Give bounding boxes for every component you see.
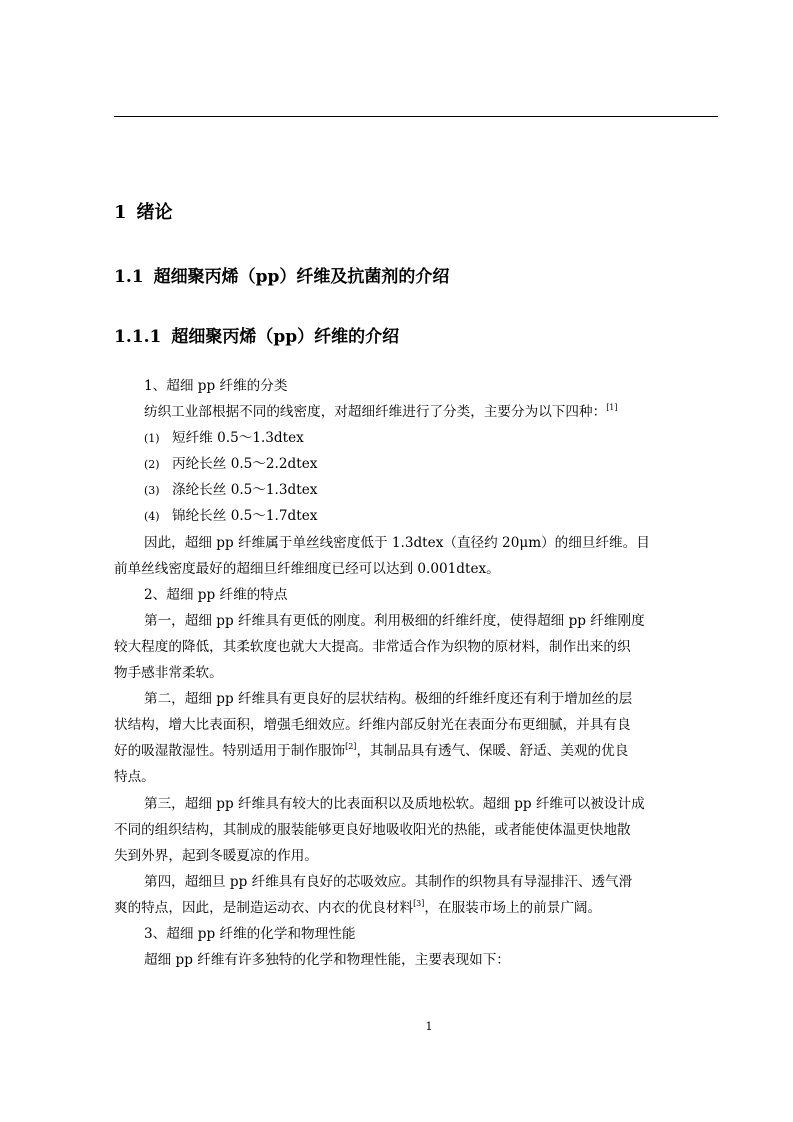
classification-intro-text: 纺织工业部根据不同的线密度，对超细纤维进行了分类，主要分为以下四种： [144,404,607,421]
classification-intro [114,399,718,425]
subsection-title: 超细聚丙烯（pp）纤维的介绍 [171,327,400,347]
paragraph-line: 第四，超细旦 pp 纤维具有良好的芯吸效应。其制作的织物具有导湿排汗、透气滑 [144,873,633,890]
paragraph-text: ，其制品具有透气、保暖、舒适、美观的优良 [356,743,629,760]
list-item-number: (3) [144,484,160,498]
chapter-title: 绪论 [136,202,173,223]
page-number: 1 [425,1020,433,1033]
classification-conclusion-line: 前单丝线密度最好的超细旦纤维细度已经可以达到 0.001dtex。 [114,560,500,577]
paragraph-line: 第一，超细 pp 纤维具有更低的刚度。利用极细的纤维纤度，使得超细 pp 纤维刚度 [144,612,645,629]
header-rule [114,116,718,117]
list-item [114,503,718,529]
citation-ref: [3] [413,898,425,908]
section-heading [114,262,449,292]
paragraph-line: 失到外界，起到冬暖夏凉的作用。 [114,847,318,864]
subsection-number: 1.1.1 [114,327,162,347]
paragraph-text: 爽的特点，因此，是制造运动衣、内衣的优良材料 [114,899,414,916]
paragraph-line: 不同的组织结构，其制成的服装能够更良好地吸收阳光的热能，或者能使体温更快地散 [114,821,631,838]
list-item-text: 涤纶长丝 0.5～1.3dtex [172,482,318,499]
list-item [114,451,718,477]
list-item [114,425,718,451]
list-item-number: (4) [144,510,160,524]
list-item-number: (2) [144,458,160,472]
chapter-heading [114,198,173,228]
paragraph-line: 第二，超细 pp 纤维具有更良好的层状结构。极细的纤维纤度还有利于增加丝的层 [144,691,633,708]
list-item-text: 短纤维 0.5～1.3dtex [172,430,304,447]
paragraph-line: 第三，超细 pp 纤维具有较大的比表面积以及质地松软。超细 pp 纤维可以被设计成 [144,795,645,812]
paragraph-line: 状结构，增大比表面积，增强毛细效应。纤维内部反射光在表面分布更细腻，并具有良 [114,717,631,734]
list-item-text: 锦纶长丝 0.5～1.7dtex [172,508,318,525]
paragraph-text: 好的吸湿散湿性。特别适用于制作服饰 [114,743,346,760]
paragraph-line: 物手感非常柔软。 [114,665,223,682]
properties-intro: 超细 pp 纤维有许多独特的化学和物理性能，主要表现如下： [144,952,510,969]
body-text [114,373,718,973]
classification-title: 1、超细 pp 纤维的分类 [144,378,288,394]
list-item-number: (1) [144,432,160,446]
paragraph-line: 特点。 [114,769,155,786]
section-title: 超细聚丙烯（pp）纤维及抗菌剂的介绍 [153,267,450,287]
list-item-text: 丙纶长丝 0.5～2.2dtex [172,456,318,473]
paragraph-line: 较大程度的降低，其柔软度也就大大提高。非常适合作为织物的原材料，制作出来的织 [114,638,631,655]
features-title: 2、超细 pp 纤维的特点 [144,586,288,603]
chapter-number: 1 [114,202,127,223]
citation-ref: [1] [606,403,618,413]
properties-title: 3、超细 pp 纤维的化学和物理性能 [144,925,356,942]
subsection-heading [114,322,399,352]
paragraph-line [114,738,718,764]
section-number: 1.1 [114,267,144,287]
citation-ref: [2] [345,742,357,752]
paragraph-text: ，在服装市场上的前景广阔。 [424,899,602,916]
paragraph-line [114,895,718,921]
classification-conclusion-line: 因此，超细 pp 纤维属于单丝线密度低于 1.3dtex（直径约 20μm）的细旦纤维。目 [144,534,650,551]
list-item [114,477,718,503]
